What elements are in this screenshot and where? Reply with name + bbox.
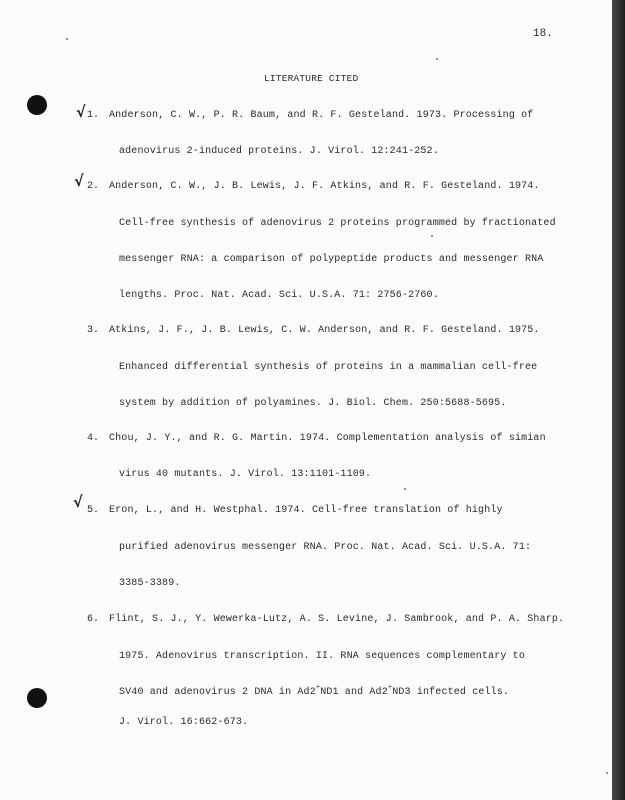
reference-number: 2. xyxy=(87,181,100,192)
paper-speck xyxy=(436,58,438,60)
reference-line: virus 40 mutants. J. Virol. 13:1101-1109. xyxy=(119,469,372,480)
paper-speck xyxy=(431,235,433,237)
reference-line-part: SV40 and adenovirus 2 DNA in Ad2 xyxy=(119,687,316,698)
reference-line: system by addition of polyamines. J. Biol. Chem. 250:5688-5695. xyxy=(119,398,507,409)
reference-line: lengths. Proc. Nat. Acad. Sci. U.S.A. 71: 2756-2760. xyxy=(119,290,439,301)
reference-number: 4. xyxy=(87,433,100,444)
reference-line: Anderson, C. W., P. R. Baum, and R. F. Gesteland. 1973. Processing of xyxy=(109,110,534,121)
punch-hole-bottom xyxy=(27,688,47,708)
superscript-plus: + xyxy=(315,684,321,692)
reference-line-part: ND1 and Ad2 xyxy=(320,687,388,698)
reference-line: Chou, J. Y., and R. G. Martin. 1974. Complementation analysis of simian xyxy=(109,433,546,444)
reference-line: Cell-free synthesis of adenovirus 2 proteins programmed by fractionated xyxy=(119,218,556,229)
reference-line: 1975. Adenovirus transcription. II. RNA sequences complementary to xyxy=(119,651,525,662)
reference-line-part: ND3 infected cells. xyxy=(392,687,510,698)
reference-line: Anderson, C. W., J. B. Lewis, J. F. Atkins, and R. F. Gesteland. 1974. xyxy=(109,181,540,192)
reference-line: messenger RNA: a comparison of polypeptide products and messenger RNA xyxy=(119,254,544,265)
reference-line: Enhanced differential synthesis of proteins in a mammalian cell-free xyxy=(119,362,538,373)
paper-speck xyxy=(66,38,68,40)
punch-hole-top xyxy=(27,95,47,115)
reference-number: 3. xyxy=(87,325,100,336)
reference-line: adenovirus 2-induced proteins. J. Virol. 12:241-252. xyxy=(119,146,439,157)
reference-number: 5. xyxy=(87,505,100,516)
superscript-plus: + xyxy=(387,684,393,692)
page-number: 18. xyxy=(533,28,553,40)
reference-line-superscripts xyxy=(119,684,510,698)
reference-line: Flint, S. J., Y. Wewerka-Lutz, A. S. Levine, J. Sambrook, and P. A. Sharp. xyxy=(109,614,565,625)
reference-line: Atkins, J. F., J. B. Lewis, C. W. Anderson, and R. F. Gesteland. 1975. xyxy=(109,325,540,336)
reference-number: 6. xyxy=(87,614,100,625)
page-edge-shadow xyxy=(612,0,625,800)
reference-line: 3385-3389. xyxy=(119,578,181,589)
checkmark-ref-1: √ xyxy=(75,102,87,122)
paper-speck xyxy=(606,772,608,774)
checkmark-ref-2: √ xyxy=(73,171,85,191)
reference-line: Eron, L., and H. Westphal. 1974. Cell-free translation of highly xyxy=(109,505,503,516)
paper-speck xyxy=(404,488,406,490)
reference-line: purified adenovirus messenger RNA. Proc. Nat. Acad. Sci. U.S.A. 71: xyxy=(119,542,532,553)
reference-number: 1. xyxy=(87,110,100,121)
checkmark-ref-5: √ xyxy=(72,492,84,512)
page-title: LITERATURE CITED xyxy=(264,73,359,84)
reference-line: J. Virol. 16:662-673. xyxy=(119,717,249,728)
